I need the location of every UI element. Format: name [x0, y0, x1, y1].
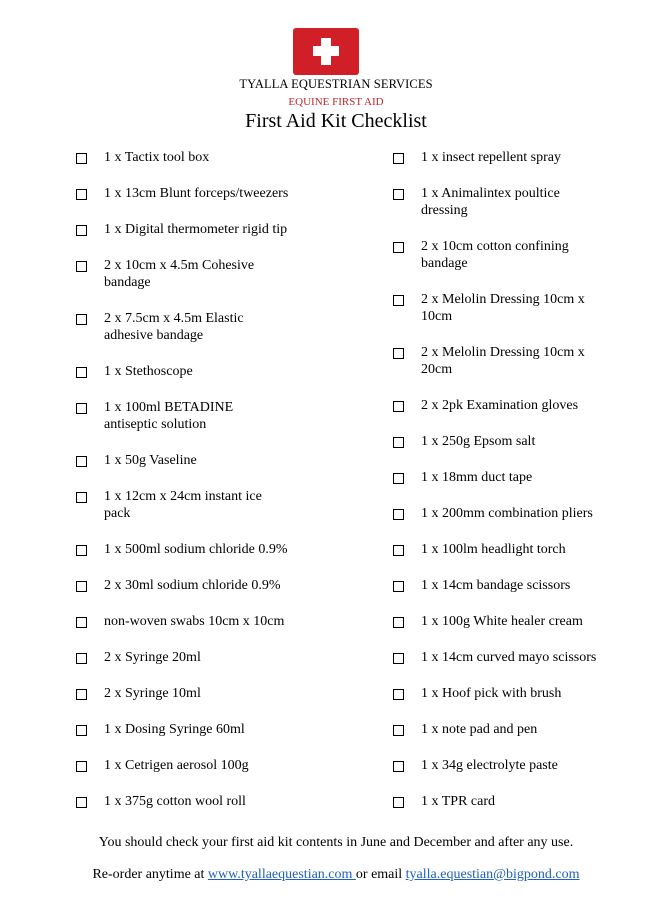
item-label: [421, 757, 558, 774]
checklist-item: [76, 541, 288, 558]
item-label-line: 1 x Stethoscope: [104, 364, 193, 379]
item-label-line: 1 x 500ml sodium chloride 0.9%: [104, 542, 288, 557]
checklist-item: [76, 613, 288, 630]
item-label-line: 1 x 14cm bandage scissors: [421, 578, 571, 593]
checkbox[interactable]: [393, 295, 404, 306]
item-label-line: 1 x Digital thermometer rigid tip: [104, 222, 288, 237]
checklist-item: [393, 291, 596, 325]
item-label-line: 1 x 375g cotton wool roll: [104, 794, 246, 809]
checklist-item: [393, 613, 596, 630]
checklist-item: [393, 433, 596, 450]
item-label-line: 2 x 10cm x 4.5m Cohesive: [104, 258, 255, 273]
check-note: You should check your first aid kit contents in June and December and after any use.: [98, 835, 574, 850]
checkbox[interactable]: [76, 545, 87, 556]
item-label: [421, 721, 537, 738]
checkbox[interactable]: [393, 545, 404, 556]
item-label-line: 1 x 50g Vaseline: [104, 453, 197, 468]
checklist-item: [76, 488, 288, 522]
item-label-line: 2 x 30ml sodium chloride 0.9%: [104, 578, 281, 593]
item-label-line: 2 x Syringe 10ml: [104, 686, 201, 701]
checkbox[interactable]: [393, 189, 404, 200]
checkbox[interactable]: [393, 581, 404, 592]
item-label-line: 1 x Cetrigen aerosol 100g: [104, 758, 249, 773]
item-label: [104, 757, 249, 774]
item-label: [421, 149, 561, 166]
checklist-item: [76, 452, 288, 469]
checkbox[interactable]: [76, 725, 87, 736]
item-label-line: pack: [104, 506, 131, 521]
item-label: [421, 469, 532, 486]
item-label-line: 1 x 14cm curved mayo scissors: [421, 650, 597, 665]
item-label: [421, 613, 583, 630]
item-label-line: 1 x Tactix tool box: [104, 150, 210, 165]
item-label-line: 1 x 12cm x 24cm instant ice: [104, 489, 262, 504]
item-label: [104, 452, 197, 469]
item-label: [104, 221, 287, 238]
item-label: [104, 149, 209, 166]
checklist-item: [76, 221, 288, 238]
item-label-line: 1 x 100lm headlight torch: [421, 542, 566, 557]
checklist-item: [393, 541, 596, 558]
checklist-item: [76, 721, 288, 738]
checklist-item: [76, 185, 288, 202]
item-label-line: 2 x Melolin Dressing 10cm x: [421, 292, 585, 307]
checklist-item: [393, 685, 596, 702]
item-label: [421, 649, 596, 666]
item-label-line: 1 x 200mm combination pliers: [421, 506, 593, 521]
checkbox[interactable]: [393, 689, 404, 700]
email-link[interactable]: tyalla.equestian@bigpond.com: [405, 867, 580, 882]
item-label-line: 1 x 100g White healer cream: [421, 614, 583, 629]
item-label-line: 2 x 2pk Examination gloves: [421, 398, 579, 413]
page-title: First Aid Kit Checklist: [245, 110, 427, 132]
item-label: [104, 488, 262, 522]
checklist-left-column: [76, 149, 288, 829]
checklist-item: [76, 310, 288, 344]
checkbox[interactable]: [393, 653, 404, 664]
item-label: [104, 793, 246, 810]
checkbox[interactable]: [393, 242, 404, 253]
subtitle: EQUINE FIRST AID: [288, 96, 384, 108]
item-label: [104, 541, 288, 558]
checkbox[interactable]: [76, 761, 87, 772]
item-label: [104, 685, 201, 702]
checkbox[interactable]: [393, 761, 404, 772]
checkbox[interactable]: [393, 401, 404, 412]
checkbox[interactable]: [76, 617, 87, 628]
item-label: [421, 238, 569, 272]
item-label: [104, 363, 193, 380]
item-label: [104, 399, 233, 433]
item-label-line: 1 x 18mm duct tape: [421, 470, 533, 485]
checklist-item: [393, 649, 596, 666]
checkbox[interactable]: [76, 261, 87, 272]
item-label-line: dressing: [421, 203, 468, 218]
checklist-item: [393, 185, 596, 219]
checkbox[interactable]: [76, 492, 87, 503]
company-name: TYALLA EQUESTRIAN SERVICES: [239, 77, 433, 91]
checkbox[interactable]: [393, 153, 404, 164]
item-label-line: 1 x 100ml BETADINE: [104, 400, 234, 415]
item-label: [104, 310, 244, 344]
checkbox[interactable]: [76, 314, 87, 325]
item-label-line: 1 x 34g electrolyte paste: [421, 758, 558, 773]
item-label: [421, 685, 561, 702]
item-label: [104, 577, 281, 594]
checkbox[interactable]: [393, 617, 404, 628]
item-label-line: 2 x 7.5cm x 4.5m Elastic: [104, 311, 244, 326]
checkbox[interactable]: [393, 473, 404, 484]
checkbox[interactable]: [76, 689, 87, 700]
checkbox[interactable]: [76, 225, 87, 236]
item-label: [421, 577, 570, 594]
item-label-line: 1 x TPR card: [421, 794, 496, 809]
item-label-line: 2 x Melolin Dressing 10cm x: [421, 345, 585, 360]
checklist-item: [393, 149, 596, 166]
checkbox[interactable]: [76, 403, 87, 414]
item-label: [104, 185, 288, 202]
checklist-right-column: [393, 149, 596, 829]
item-label: [421, 433, 535, 450]
checkbox[interactable]: [76, 189, 87, 200]
item-label-line: 1 x Animalintex poultice: [421, 186, 560, 201]
checklist-item: [76, 757, 288, 774]
checklist-item: [76, 793, 288, 810]
item-label-line: 2 x 10cm cotton confining: [421, 239, 569, 254]
checkbox[interactable]: [393, 348, 404, 359]
item-label-line: bandage: [421, 256, 468, 271]
checkbox[interactable]: [393, 509, 404, 520]
checklist-item: [393, 757, 596, 774]
checklist-item: [393, 344, 596, 378]
item-label-line: 10cm: [421, 309, 453, 324]
item-label: [421, 541, 566, 558]
checkbox[interactable]: [393, 437, 404, 448]
checklist-item: [393, 238, 596, 272]
item-label: [421, 793, 495, 810]
item-label: [421, 397, 578, 414]
item-label-line: 1 x Dosing Syringe 60ml: [104, 722, 245, 737]
website-link[interactable]: www.tyallaequestian.com: [207, 867, 356, 882]
checklist-item: [393, 397, 596, 414]
checklist-item: [76, 685, 288, 702]
item-label-line: adhesive bandage: [104, 328, 204, 343]
item-label-line: 20cm: [421, 362, 453, 377]
checklist-item: [393, 469, 596, 486]
item-label-line: 1 x 13cm Blunt forceps/tweezers: [104, 186, 289, 201]
item-label-line: 1 x note pad and pen: [421, 722, 538, 737]
checkbox[interactable]: [393, 797, 404, 808]
item-label: [421, 505, 593, 522]
item-label: [421, 185, 560, 219]
reorder-prefix: Re-order anytime at: [92, 867, 208, 882]
checkbox[interactable]: [76, 581, 87, 592]
reorder-middle: or email: [355, 867, 406, 882]
item-label-line: non-woven swabs 10cm x 10cm: [104, 614, 285, 629]
item-label-line: 1 x Hoof pick with brush: [421, 686, 562, 701]
item-label: [421, 291, 585, 325]
checklist-item: [76, 399, 288, 433]
item-label-line: antiseptic solution: [104, 417, 207, 432]
checklist-item: [393, 721, 596, 738]
item-label-line: 2 x Syringe 20ml: [104, 650, 201, 665]
item-label: [104, 257, 254, 291]
checkbox[interactable]: [76, 367, 87, 378]
checklist-item: [393, 505, 596, 522]
checkbox[interactable]: [76, 797, 87, 808]
reorder-line: [0, 867, 672, 883]
checklist-item: [76, 363, 288, 380]
item-label: [421, 344, 585, 378]
checkbox[interactable]: [393, 725, 404, 736]
checkbox[interactable]: [76, 153, 87, 164]
item-label: [104, 721, 245, 738]
checklist-item: [76, 257, 288, 291]
item-label-line: bandage: [104, 275, 151, 290]
checklist-item: [393, 793, 596, 810]
item-label-line: 1 x insect repellent spray: [421, 150, 561, 165]
item-label: [104, 613, 284, 630]
checklist-item: [76, 149, 288, 166]
item-label: [104, 649, 201, 666]
item-label-line: 1 x 250g Epsom salt: [421, 434, 536, 449]
checkbox[interactable]: [76, 456, 87, 467]
checklist-item: [76, 649, 288, 666]
checklist-item: [76, 577, 288, 594]
checklist-item: [393, 577, 596, 594]
red-cross-logo: [293, 28, 359, 75]
checkbox[interactable]: [76, 653, 87, 664]
